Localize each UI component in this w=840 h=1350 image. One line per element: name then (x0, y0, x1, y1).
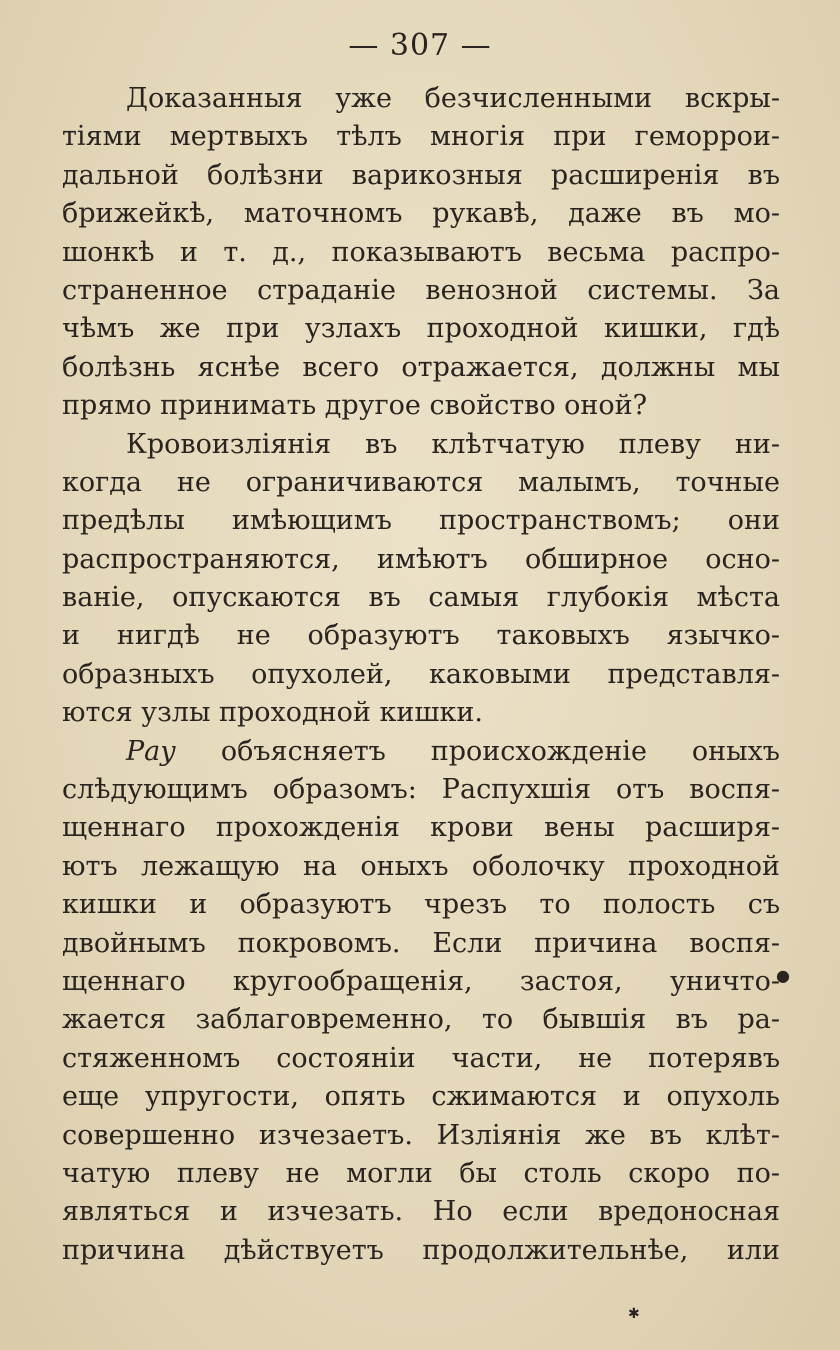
text-line: болѣзнь яснѣе всего отражается, должны мы (62, 351, 780, 383)
author-name: Рау (126, 735, 176, 767)
text-line: кишки и образуютъ чрезъ то полость съ (62, 889, 780, 921)
text-line: чатую плеву не могли бы столь скоро по- (62, 1157, 780, 1189)
text-line: щеннаго прохожденія крови вены расширя- (62, 812, 780, 844)
text-line: дальной болѣзни варикозныя расширенія въ (62, 159, 780, 191)
text-line: Кровоизліянія въ клѣтчатую плеву ни- (126, 428, 780, 460)
text-line: образныхъ опухолей, каковыми представля- (62, 658, 780, 690)
text-line: тіями мертвыхъ тѣлъ многія при геморрои- (62, 121, 780, 153)
text-line: распространяются, имѣютъ обширное осно- (62, 543, 780, 575)
text-line: слѣдующимъ образомъ: Распухшія отъ воспя- (62, 774, 780, 806)
text-line: ваніе, опускаются въ самыя глубокія мѣста (62, 582, 780, 614)
ink-speck: ● (776, 966, 790, 985)
text-line: шонкѣ и т. д., показываютъ весьма распро- (62, 236, 780, 268)
text-line: стяженномъ состояніи части, не потерявъ (62, 1042, 780, 1074)
text-line: брижейкѣ, маточномъ рукавѣ, даже въ мо- (62, 198, 780, 230)
text-line: еще упругости, опять сжимаются и опухоль (62, 1081, 780, 1113)
text-line: предѣлы имѣющимъ пространствомъ; они (62, 505, 780, 537)
text-line: жается заблаговременно, то бывшія въ ра- (62, 1004, 780, 1036)
ink-speck: ✱ (628, 1306, 640, 1322)
text-line (62, 733, 780, 771)
text-line: чѣмъ же при узлахъ проходной кишки, гдѣ (62, 313, 780, 345)
text-line: совершенно изчезаетъ. Изліянія же въ клѣт- (62, 1119, 780, 1151)
text-line: ются узлы проходной кишки. (62, 697, 483, 729)
text-line-rest: объясняетъ происхожденіе оныхъ (220, 735, 780, 767)
text-line: являться и изчезать. Но если вредоносная (62, 1196, 780, 1228)
text-line: Доказанныя уже безчисленными вскры- (126, 83, 780, 114)
text-line: прямо принимать другое свойство оной? (62, 390, 648, 422)
text-line: и нигдѣ не образуютъ таковыхъ язычко- (62, 620, 780, 652)
page-number: — 307 — (348, 28, 492, 63)
text-line: когда не ограничиваются малымъ, точные (62, 466, 780, 498)
text-line: двойнымъ покровомъ. Если причина воспя- (62, 927, 780, 959)
text-line: ютъ лежащую на оныхъ оболочку проходной (62, 850, 780, 882)
text-line: щеннаго кругообращенія, застоя, уничто- (62, 965, 780, 997)
text-line: причина дѣйствуетъ продолжительнѣе, или (62, 1234, 780, 1266)
text-line: страненное страданіе венозной системы. За (62, 274, 780, 306)
body-text (62, 80, 780, 1270)
